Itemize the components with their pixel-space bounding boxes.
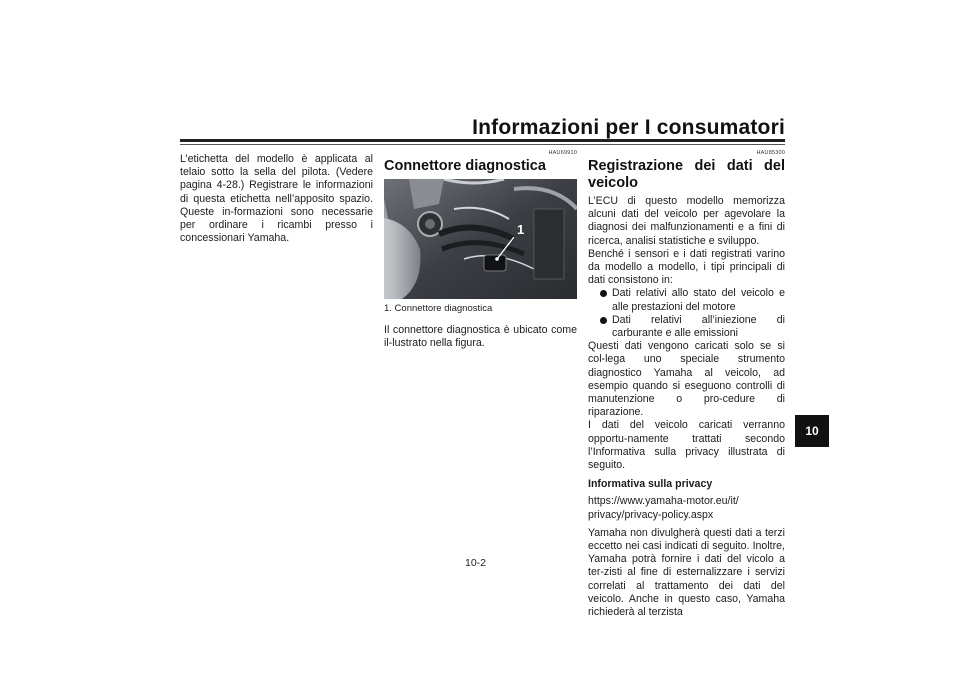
data-privacy-paragraph: I dati del veicolo caricati verranno opportu-namente trattati secondo l’Informativa sulla privacy illustrata di seguito.: [588, 419, 785, 472]
chapter-tab: 10: [795, 415, 829, 447]
header-rule: [180, 139, 785, 142]
section-code: HAU85300: [756, 150, 785, 156]
privacy-subheading: Informativa sulla privacy: [588, 478, 713, 491]
list-item: Dati relativi all’iniezione di carburante e alle emissioni: [600, 314, 785, 340]
privacy-url-line-2: privacy/privacy-policy.aspx: [588, 508, 714, 521]
data-intro-paragraph: L’ECU di questo modello memorizza alcuni dati del veicolo per agevolare la diagnosi dei malfunzionamenti e a fini di ricerca, analisi statistiche e sviluppo.: [588, 195, 785, 247]
model-label-paragraph: L’etichetta del modello è applicata al telaio sotto la sella del pilota. (Vedere pagina 4-28.) Registrare le informazioni di questa etichetta nell’apposito spazio. Queste in-formazioni sono necessarie per ordinare i ricambi presso i concessionari Yamaha.: [180, 153, 373, 245]
data-types-paragraph: Benché i sensori e i dati registrati varino da modello a modello, i tipi principali di dati consistono in:: [588, 247, 785, 287]
data-upload-paragraph: Questi dati vengono caricati solo se si col-lega uno speciale strumento diagnostico Yamaha al veicolo, ad esempio quando si eseguono controlli di manutenzione o pro-cedure di riparazione.: [588, 340, 785, 419]
disclosure-paragraph: Yamaha non divulgherà questi dati a terzi eccetto nei casi indicati di seguito. Inoltre, Yamaha potrà fornire i dati del vicolo a ter-zisti al fine di esternalizzare i servizi correlati al trattamento dei dati del veicolo. Anche in questo caso, Yamaha richiederà al terzista: [588, 526, 785, 619]
bullet-icon: [600, 290, 607, 297]
section-heading-connector: Connettore diagnostica: [384, 158, 546, 174]
section-code: HAU69910: [548, 150, 577, 156]
connector-paragraph: Il connettore diagnostica è ubicato come il-lustrato nella figura.: [384, 324, 577, 350]
column-3: [588, 150, 785, 619]
column-2: [384, 150, 577, 350]
header-rule-thin: [180, 144, 785, 145]
photo-caption: 1. Connettore diagnostica: [384, 303, 493, 314]
page-number: 10-2: [465, 557, 487, 569]
list-item: Dati relativi allo stato del veicolo e alle prestazioni del motore: [600, 287, 785, 313]
bullet-icon: [600, 317, 607, 324]
privacy-url-line-1: https://www.yamaha-motor.eu/it/: [588, 495, 739, 508]
section-heading-data-recording: Registrazione dei dati del veicolo: [588, 158, 785, 191]
photo-callout-number: 1: [517, 222, 525, 237]
diagnostic-connector-photo: [384, 179, 577, 299]
column-1: [180, 153, 373, 245]
data-types-list: [588, 287, 785, 340]
page-title: Informazioni per I consumatori: [472, 116, 785, 139]
